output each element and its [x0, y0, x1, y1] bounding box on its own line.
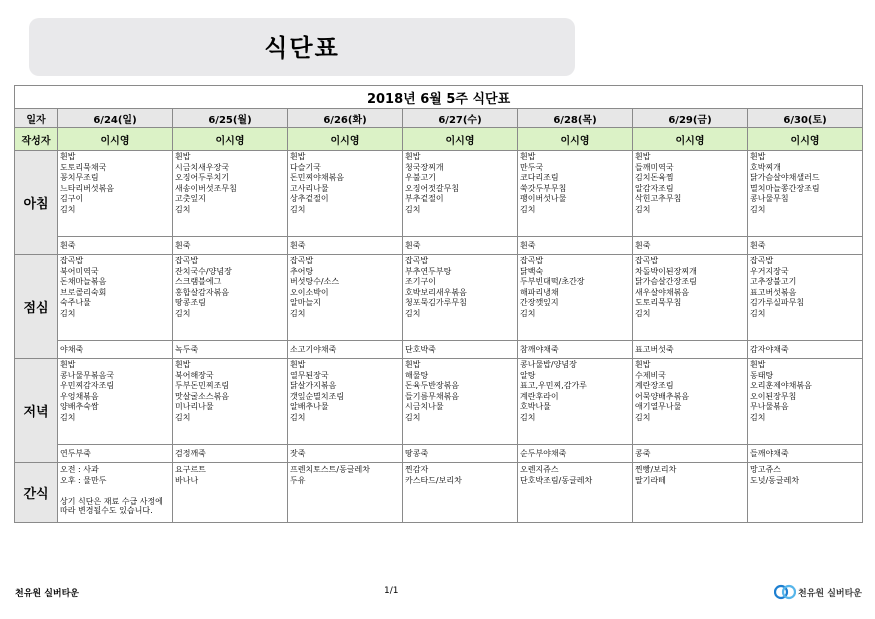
menu-item: 김치	[175, 412, 191, 422]
dinner-menu-cell	[173, 359, 288, 445]
dinner-menu-cell	[288, 359, 403, 445]
menu-item: 삭힌고추무침	[635, 194, 682, 204]
snack-row	[15, 463, 863, 523]
menu-item: 간장깻잎지	[520, 298, 559, 308]
lunch-porridge: 야채죽	[58, 341, 173, 359]
menu-item: 흰밥	[290, 360, 306, 369]
menu-item: 추어탕	[290, 266, 314, 276]
menu-item: 북어해장국	[175, 370, 214, 380]
breakfast-menu-cell	[403, 151, 518, 237]
menu-item: 김치	[290, 204, 306, 214]
menu-item: 김치	[750, 308, 766, 318]
menu-item: 김치	[635, 412, 651, 422]
menu-item: 숙주나물	[60, 298, 91, 308]
menu-item: 흰밥	[60, 152, 76, 161]
dinner-menu-cell	[518, 359, 633, 445]
menu-item: 김치	[405, 412, 421, 422]
breakfast-porridge: 흰죽	[173, 237, 288, 255]
menu-item: 김치	[635, 308, 651, 318]
lunch-porridge: 단호박죽	[403, 341, 518, 359]
menu-item: 흰밥	[750, 152, 766, 161]
menu-item: 조기구이	[405, 277, 436, 287]
dinner-porridge: 땅콩죽	[403, 445, 518, 463]
menu-item: 흰밥	[60, 360, 76, 369]
menu-item: 김치	[750, 412, 766, 422]
menu-item: 김치	[175, 204, 191, 214]
day-author: 이시영	[173, 128, 288, 151]
menu-item: 우불고기	[405, 173, 436, 183]
menu-item: 김치	[175, 308, 191, 318]
menu-item: 팽이버섯나물	[520, 194, 567, 204]
menu-item: 잡곡밥	[405, 256, 429, 265]
breakfast-menu-cell	[748, 151, 863, 237]
snack-cell	[58, 463, 173, 523]
menu-item: 흰밥	[520, 152, 536, 161]
menu-item: 오이소박이	[290, 287, 329, 297]
menu-item: 새우살야채볶음	[635, 287, 690, 297]
menu-item: 오이된장무침	[750, 391, 797, 401]
snack-item: 프렌치토스트/동글레차	[290, 465, 370, 474]
snack-cell	[173, 463, 288, 523]
menu-item: 느타리버섯볶음	[60, 183, 115, 193]
footer-logo	[774, 582, 864, 602]
menu-item: 흰밥	[175, 360, 191, 369]
menu-item: 부추연두부탕	[405, 266, 452, 276]
day-date: 6/24(일)	[58, 109, 173, 128]
dinner-porridge: 검정깨죽	[173, 445, 288, 463]
menu-item: 미나리나물	[175, 402, 214, 412]
lunch-menu-cell	[633, 255, 748, 341]
day-author: 이시영	[633, 128, 748, 151]
snack-cell	[748, 463, 863, 523]
date-label: 일자	[15, 109, 58, 128]
menu-item: 김치	[60, 412, 76, 422]
author-label: 작성자	[15, 128, 58, 151]
snack-item: 두유	[290, 476, 306, 485]
menu-item: 돈민찌야채볶음	[290, 173, 345, 183]
snack-item: 요구르트	[175, 465, 206, 474]
dinner-porridge: 콩죽	[633, 445, 748, 463]
dinner-menu-cell	[58, 359, 173, 445]
menu-item: 잡곡밥	[635, 256, 659, 265]
menu-item: 오리훈제야채볶음	[750, 381, 812, 391]
menu-item: 표고,우민찌,감가루	[520, 381, 587, 391]
menu-item: 닭가슴살간장조림	[635, 277, 697, 287]
menu-item: 김치	[405, 308, 421, 318]
menu-item: 열무된장국	[290, 370, 329, 380]
menu-item: 계란장조림	[635, 381, 674, 391]
page-number: 1/1	[384, 586, 399, 596]
note-text: 따라 변경될수도 있습니다.	[60, 506, 153, 515]
menu-item: 알감자조림	[635, 183, 674, 193]
menu-item: 새송이버섯조무침	[175, 183, 237, 193]
breakfast-row	[15, 151, 863, 237]
day-date: 6/26(화)	[288, 109, 403, 128]
menu-item: 흰밥	[175, 152, 191, 161]
menu-item: 고사리나물	[290, 183, 329, 193]
menu-item: 돈채마늘볶음	[60, 277, 107, 287]
menu-item: 쑥갓두부무침	[520, 183, 567, 193]
menu-item: 김치	[405, 204, 421, 214]
menu-item: 해파리냉채	[520, 287, 559, 297]
menu-item: 동태탕	[750, 370, 774, 380]
day-date: 6/28(목)	[518, 109, 633, 128]
lunch-label: 점심	[15, 255, 58, 359]
menu-item: 김치	[520, 412, 536, 422]
lunch-menu-cell	[748, 255, 863, 341]
lunch-menu-cell	[403, 255, 518, 341]
lunch-menu-cell	[288, 255, 403, 341]
lunch-porridge: 소고기야채죽	[288, 341, 403, 359]
snack-item: 오후 : 물만두	[60, 476, 107, 485]
breakfast-porridge: 흰죽	[403, 237, 518, 255]
dinner-porridge-row	[15, 445, 863, 463]
menu-item: 잡곡밥	[290, 256, 314, 265]
menu-item: 브로콜리숙회	[60, 287, 107, 297]
menu-item: 계란후라이	[520, 391, 559, 401]
menu-item: 김치	[520, 204, 536, 214]
breakfast-menu-cell	[633, 151, 748, 237]
lunch-porridge: 참깨야채죽	[518, 341, 633, 359]
day-author: 이시영	[58, 128, 173, 151]
menu-item: 잡곡밥	[175, 256, 199, 265]
snack-item: 도넛/동글레차	[750, 476, 800, 485]
lunch-menu-cell	[173, 255, 288, 341]
page-title: 식단표	[264, 34, 340, 62]
snack-cell	[403, 463, 518, 523]
menu-item: 무나물볶음	[750, 402, 789, 412]
menu-item: 어묵양배추볶음	[635, 391, 690, 401]
dinner-row	[15, 359, 863, 445]
menu-item: 코다리조림	[520, 173, 559, 183]
snack-cell	[518, 463, 633, 523]
menu-item: 김구이	[60, 194, 84, 204]
breakfast-menu-cell	[173, 151, 288, 237]
menu-item: 콩나물무침	[750, 194, 789, 204]
day-date: 6/25(월)	[173, 109, 288, 128]
menu-item: 갯잎순멸치조림	[290, 391, 345, 401]
snack-item: 카스타드/보리차	[405, 476, 462, 485]
menu-item: 꽁치무조림	[60, 173, 99, 183]
lunch-porridge: 감자야채죽	[748, 341, 863, 359]
menu-item: 흰밥	[290, 152, 306, 161]
menu-item: 김치	[290, 308, 306, 318]
menu-table	[14, 85, 863, 523]
menu-item: 해물탕	[405, 370, 429, 380]
snack-item: 망고쥬스	[750, 465, 781, 474]
menu-item: 스크램블에그	[175, 277, 222, 287]
menu-item: 잡곡밥	[520, 256, 544, 265]
snack-cell	[633, 463, 748, 523]
menu-item: 호박나물	[520, 402, 551, 412]
menu-item: 김치돈육찜	[635, 173, 674, 183]
menu-item: 김치	[635, 204, 651, 214]
menu-item: 들기름무채볶음	[405, 391, 460, 401]
breakfast-menu-cell	[58, 151, 173, 237]
date-row	[15, 109, 863, 128]
menu-item: 콩나물무볶음국	[60, 370, 115, 380]
menu-item: 애기열무나물	[635, 402, 682, 412]
breakfast-porridge: 흰죽	[288, 237, 403, 255]
menu-item: 우민찌감자조림	[60, 381, 115, 391]
dinner-label: 저녁	[15, 359, 58, 463]
menu-item: 우엉채볶음	[60, 391, 99, 401]
author-row	[15, 128, 863, 151]
menu-item: 흰밥	[635, 360, 651, 369]
menu-item: 땅콩조림	[175, 298, 206, 308]
day-author: 이시영	[288, 128, 403, 151]
dinner-porridge: 들깨야채죽	[748, 445, 863, 463]
menu-item: 김치	[750, 204, 766, 214]
menu-item: 호박찌개	[750, 162, 781, 172]
lunch-porridge: 녹두죽	[173, 341, 288, 359]
dinner-menu-cell	[748, 359, 863, 445]
menu-item: 들깨미역국	[635, 162, 674, 172]
snack-item: 찐감자	[405, 465, 429, 474]
menu-item: 오징어두루치기	[175, 173, 230, 183]
menu-item: 우거지장국	[750, 266, 789, 276]
logo-text: 천유원 실버타운	[798, 589, 862, 599]
dinner-menu-cell	[633, 359, 748, 445]
menu-item: 북어미역국	[60, 266, 99, 276]
menu-item: 차돌박이된장찌개	[635, 266, 697, 276]
menu-item: 청국장찌개	[405, 162, 444, 172]
snack-label: 간식	[15, 463, 58, 523]
snack-cell	[288, 463, 403, 523]
breakfast-menu-cell	[288, 151, 403, 237]
day-date: 6/27(수)	[403, 109, 518, 128]
breakfast-porridge-row	[15, 237, 863, 255]
menu-item: 호박보리새우볶음	[405, 287, 467, 297]
menu-item: 김치	[520, 308, 536, 318]
menu-item: 잔치국수/양념장	[175, 266, 232, 276]
menu-item: 콩나물밥/양념장	[520, 360, 577, 369]
menu-item: 다슬기국	[290, 162, 321, 172]
spacer	[60, 486, 170, 497]
menu-item: 시금치새우장국	[175, 162, 230, 172]
menu-item: 멸치마늘쫑간장조림	[750, 183, 820, 193]
lunch-row	[15, 255, 863, 341]
menu-item: 청포묵김가루무침	[405, 298, 467, 308]
snack-item: 찐빵/보리차	[635, 465, 677, 474]
menu-item: 수제비국	[635, 370, 666, 380]
menu-item: 김치	[60, 308, 76, 318]
menu-item: 양배추숙쌈	[60, 402, 99, 412]
dinner-porridge: 순두부야채죽	[518, 445, 633, 463]
snack-item: 오렌지쥬스	[520, 465, 559, 474]
menu-item: 두부빈대떡/초간장	[520, 277, 585, 287]
breakfast-porridge: 흰죽	[748, 237, 863, 255]
menu-item: 오징어젓갈무침	[405, 183, 460, 193]
menu-item: 홍합살감자볶음	[175, 287, 230, 297]
menu-item: 김가루실파무침	[750, 298, 805, 308]
snack-item: 바나나	[175, 476, 199, 485]
week-title: 2018년 6월 5주 식단표	[15, 86, 863, 109]
menu-item: 흰밥	[750, 360, 766, 369]
menu-item: 표고버섯볶음	[750, 287, 797, 297]
note-text: 상기 식단은 재료 수급 사정에	[60, 497, 163, 506]
day-date: 6/29(금)	[633, 109, 748, 128]
menu-item: 고춧잎지	[175, 194, 206, 204]
menu-item: 흰밥	[635, 152, 651, 161]
menu-item: 알배추나물	[290, 402, 329, 412]
day-author: 이시영	[518, 128, 633, 151]
breakfast-porridge: 흰죽	[633, 237, 748, 255]
menu-item: 알탕	[520, 370, 536, 380]
breakfast-label: 아침	[15, 151, 58, 255]
menu-item: 돈육두반장볶음	[405, 381, 460, 391]
menu-item: 버섯탕수/소스	[290, 277, 340, 287]
facility-name: 천유원 실버타운	[15, 589, 79, 599]
menu-item: 닭백숙	[520, 266, 544, 276]
menu-item: 닭살가지볶음	[290, 381, 337, 391]
menu-item: 잡곡밥	[60, 256, 84, 265]
dinner-porridge: 잣죽	[288, 445, 403, 463]
lunch-menu-cell	[518, 255, 633, 341]
menu-item: 만두국	[520, 162, 544, 172]
breakfast-menu-cell	[518, 151, 633, 237]
page-title-box	[29, 18, 575, 76]
snack-item: 단호박조림/동글레차	[520, 476, 593, 485]
menu-item: 맛살굴소스볶음	[175, 391, 230, 401]
lunch-menu-cell	[58, 255, 173, 341]
menu-item: 고추장불고기	[750, 277, 797, 287]
menu-item: 흰밥	[405, 152, 421, 161]
menu-item: 시금치나물	[405, 402, 444, 412]
menu-item: 닭가슴살야채샐러드	[750, 173, 820, 183]
day-author: 이시영	[403, 128, 518, 151]
day-author: 이시영	[748, 128, 863, 151]
menu-item: 두부돈민찌조림	[175, 381, 230, 391]
dinner-porridge: 연두부죽	[58, 445, 173, 463]
menu-item: 부추겉절이	[405, 194, 444, 204]
dinner-menu-cell	[403, 359, 518, 445]
menu-item: 흰밥	[405, 360, 421, 369]
lunch-porridge-row	[15, 341, 863, 359]
menu-item: 김치	[290, 412, 306, 422]
logo-icon	[774, 582, 796, 602]
breakfast-porridge: 흰죽	[518, 237, 633, 255]
menu-item: 상추겉절이	[290, 194, 329, 204]
menu-item: 알마늘지	[290, 298, 321, 308]
lunch-porridge: 표고버섯죽	[633, 341, 748, 359]
menu-item: 도토리묵채국	[60, 162, 107, 172]
snack-item: 오전 : 사과	[60, 465, 99, 474]
menu-item: 김치	[60, 204, 76, 214]
day-date: 6/30(토)	[748, 109, 863, 128]
menu-item: 도토리묵무침	[635, 298, 682, 308]
menu-item: 잡곡밥	[750, 256, 774, 265]
snack-item: 딸기라떼	[635, 476, 666, 485]
breakfast-porridge: 흰죽	[58, 237, 173, 255]
